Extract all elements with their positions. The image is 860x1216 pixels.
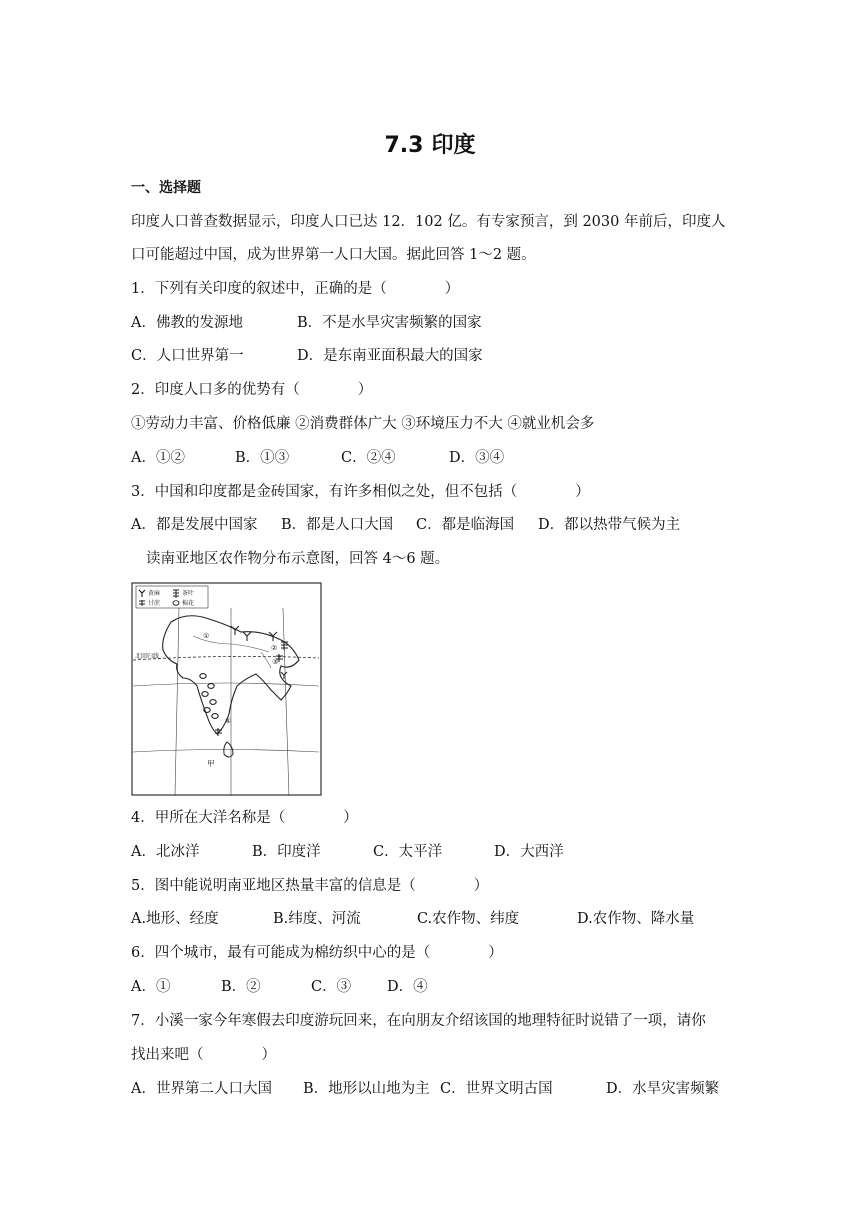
question-5-options xyxy=(131,909,694,929)
question-7-options xyxy=(131,1079,719,1099)
question-6-options xyxy=(131,977,428,997)
question-2-stem: 2．印度人口多的优势有（ ） xyxy=(131,382,373,398)
title-number: 7.3 xyxy=(384,133,424,158)
map-intro: 读南亚地区农作物分布示意图，回答 4～6 题。 xyxy=(146,551,450,567)
intro-line-2: 口可能超过中国，成为世界第一人口大国。据此回答 1～2 题。 xyxy=(131,247,536,263)
q2-option-a: A．①② xyxy=(131,450,185,466)
page-title xyxy=(0,128,860,159)
title-text: 印度 xyxy=(431,133,476,158)
q7-option-d: D．水旱灾害频繁 xyxy=(606,1081,720,1097)
question-7-stem-line-1: 7．小溪一家今年寒假去印度游玩回来，在向朋友介绍该国的地理特征时说错了一项，请你 xyxy=(131,1013,706,1029)
q2-option-c: C．②④ xyxy=(341,450,396,466)
question-1-stem: 1．下列有关印度的叙述中，正确的是（ ） xyxy=(131,281,460,297)
section-heading: 一、选择题 xyxy=(131,180,201,196)
q1-option-d: D．是东南亚面积最大的国家 xyxy=(297,348,483,364)
question-1-options-row1 xyxy=(131,313,482,333)
question-2-options xyxy=(131,448,504,468)
q5-option-d: D.农作物、降水量 xyxy=(577,911,695,927)
ocean-jia: 甲 xyxy=(207,759,215,768)
intro-line-1: 印度人口普查数据显示，印度人口已达 12．102 亿。有专家预言，到 2030 年前后，印度人 xyxy=(131,214,726,230)
q3-option-a: A．都是发展中国家 xyxy=(131,517,258,533)
q6-option-b: B．② xyxy=(221,979,261,995)
map-legend xyxy=(136,586,208,608)
city-2: ② xyxy=(271,644,278,652)
q6-option-d: D．④ xyxy=(387,979,428,995)
legend-tea: 茶叶 xyxy=(182,590,195,597)
legend-cotton: 棉花 xyxy=(182,600,195,607)
q2-option-d: D．③④ xyxy=(449,450,505,466)
q4-option-a: A．北冰洋 xyxy=(131,844,200,860)
tropic-label: 北回归线 xyxy=(135,653,160,660)
q6-option-a: A．① xyxy=(131,979,171,995)
q5-option-b: B.纬度、河流 xyxy=(273,911,361,927)
q7-option-b: B．地形以山地为主 xyxy=(303,1081,430,1097)
city-1: ① xyxy=(203,632,210,640)
legend-sugarcane: 甘蔗 xyxy=(148,600,161,607)
q5-option-c: C.农作物、纬度 xyxy=(417,911,520,927)
q1-option-c: C．人口世界第一 xyxy=(131,348,244,364)
q3-option-b: B．都是人口大国 xyxy=(281,517,394,533)
south-asia-crop-map xyxy=(131,582,322,796)
map-frame xyxy=(132,583,321,795)
q4-option-b: B．印度洋 xyxy=(252,844,321,860)
q4-option-d: D．大西洋 xyxy=(494,844,564,860)
question-7-stem-line-2: 找出来吧（ ） xyxy=(131,1047,276,1063)
question-4-stem: 4．甲所在大洋名称是（ ） xyxy=(131,810,358,826)
question-6-stem: 6．四个城市，最有可能成为棉纺织中心的是（ ） xyxy=(131,945,503,961)
question-3-stem: 3．中国和印度都是金砖国家，有许多相似之处，但不包括（ ） xyxy=(131,484,590,500)
q5-option-a: A.地形、经度 xyxy=(131,911,219,927)
q6-option-c: C．③ xyxy=(311,979,352,995)
question-4-options xyxy=(131,842,564,862)
q4-option-c: C．太平洋 xyxy=(373,844,443,860)
q1-option-b: B．不是水旱灾害频繁的国家 xyxy=(297,315,482,331)
q2-option-b: B．①③ xyxy=(235,450,290,466)
question-2-items: ①劳动力丰富、价格低廉 ②消费群体广大 ③环境压力不大 ④就业机会多 xyxy=(131,416,595,432)
question-5-stem: 5．图中能说明南亚地区热量丰富的信息是（ ） xyxy=(131,878,489,894)
city-3: ③ xyxy=(272,658,279,666)
question-1-options-row2 xyxy=(131,346,483,366)
q1-option-a: A．佛教的发源地 xyxy=(131,315,243,331)
q7-option-a: A．世界第二人口大国 xyxy=(131,1081,272,1097)
q7-option-c: C．世界文明古国 xyxy=(440,1081,553,1097)
legend-jute: 黄麻 xyxy=(148,590,161,597)
city-4: ④ xyxy=(225,717,232,725)
question-3-options xyxy=(131,515,680,535)
q3-option-d: D．都以热带气候为主 xyxy=(538,517,681,533)
q3-option-c: C．都是临海国 xyxy=(416,517,515,533)
